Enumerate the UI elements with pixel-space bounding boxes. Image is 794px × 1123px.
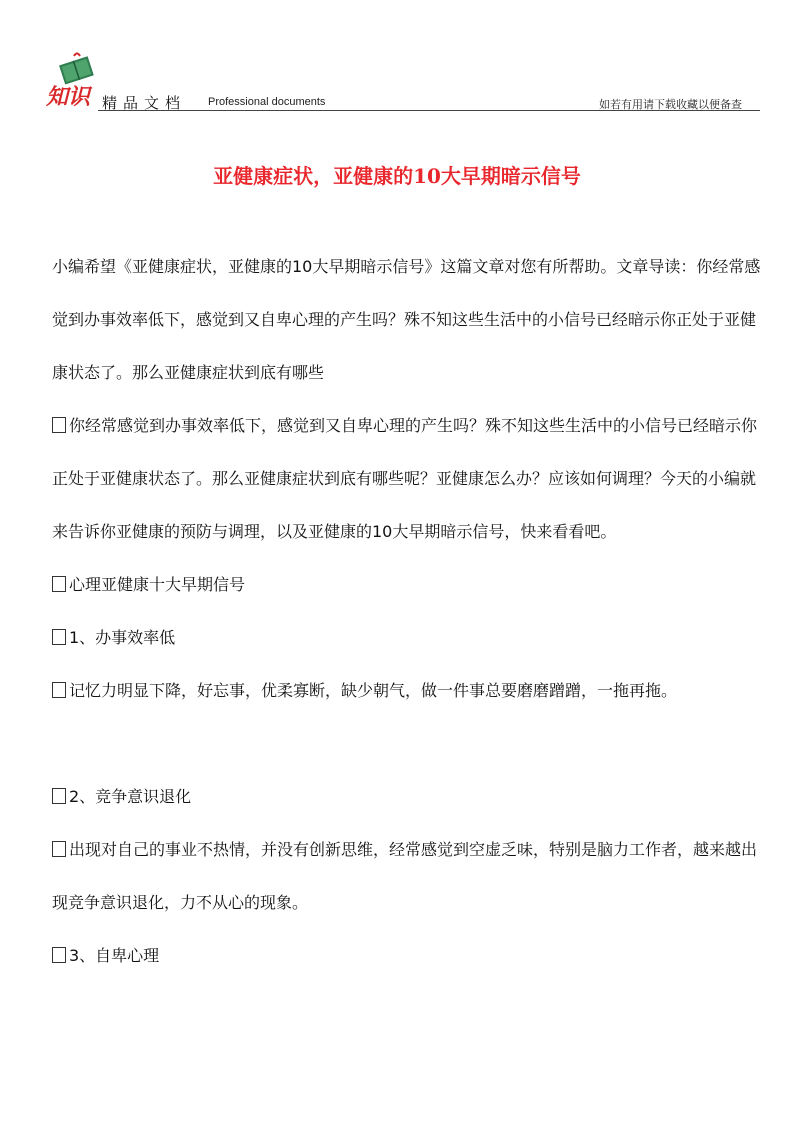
item-1-text <box>52 664 768 717</box>
book-logo-icon <box>44 50 106 110</box>
checkbox-glyph-icon <box>52 629 66 645</box>
checkbox-glyph-icon <box>52 682 66 698</box>
checkbox-glyph-icon <box>52 417 66 433</box>
logo-text: 知识 <box>46 84 91 110</box>
paragraph-1 <box>52 399 768 558</box>
spacer <box>52 717 768 770</box>
item-3-title-text: 3、自卑心理 <box>69 946 160 965</box>
header-rule <box>98 110 760 111</box>
item-2-text <box>52 823 768 929</box>
item-2-title-text: 2、竞争意识退化 <box>69 787 192 806</box>
paragraph-1-text: 你经常感觉到办事效率低下，感觉到又自卑心理的产生吗？殊不知这些生活中的小信号已经暗示你正处于亚健康状态了。那么亚健康症状到底有哪些呢？亚健康怎么办？应该如何调理？今天的小编就来告诉你亚健康的预防与调理，以及亚健康的10大早期暗示信号，快来看看吧。 <box>52 416 758 541</box>
brand-cn: 精品文档 <box>102 94 187 112</box>
section-heading-text: 心理亚健康十大早期信号 <box>69 575 246 594</box>
article-title: 亚健康症状，亚健康的10大早期暗示信号 <box>213 164 581 188</box>
item-1-title <box>52 611 768 664</box>
checkbox-glyph-icon <box>52 576 66 592</box>
download-note: 如若有用请下载收藏以便备查 <box>599 98 742 111</box>
intro-paragraph: 小编希望《亚健康症状，亚健康的10大早期暗示信号》这篇文章对您有所帮助。文章导读：你经常感觉到办事效率低下，感觉到又自卑心理的产生吗？殊不知这些生活中的小信号已经暗示你正处于亚健康状态了。那么亚健康症状到底有哪些 <box>52 257 761 382</box>
section-heading <box>52 558 768 611</box>
brand-en: Professional documents <box>208 96 326 108</box>
article-body <box>52 240 768 982</box>
item-2-title <box>52 770 768 823</box>
item-3-title <box>52 929 768 982</box>
item-1-text-body: 记忆力明显下降，好忘事，优柔寡断，缺少朝气，做一件事总要磨磨蹭蹭，一拖再拖。 <box>69 681 678 700</box>
item-2-text-body: 出现对自己的事业不热情，并没有创新思维，经常感觉到空虚乏味，特别是脑力工作者，越来越出现竞争意识退化，力不从心的现象。 <box>52 840 758 912</box>
checkbox-glyph-icon <box>52 788 66 804</box>
page-header <box>44 50 760 112</box>
checkbox-glyph-icon <box>52 947 66 963</box>
item-1-title-text: 1、办事效率低 <box>69 628 176 647</box>
checkbox-glyph-icon <box>52 841 66 857</box>
